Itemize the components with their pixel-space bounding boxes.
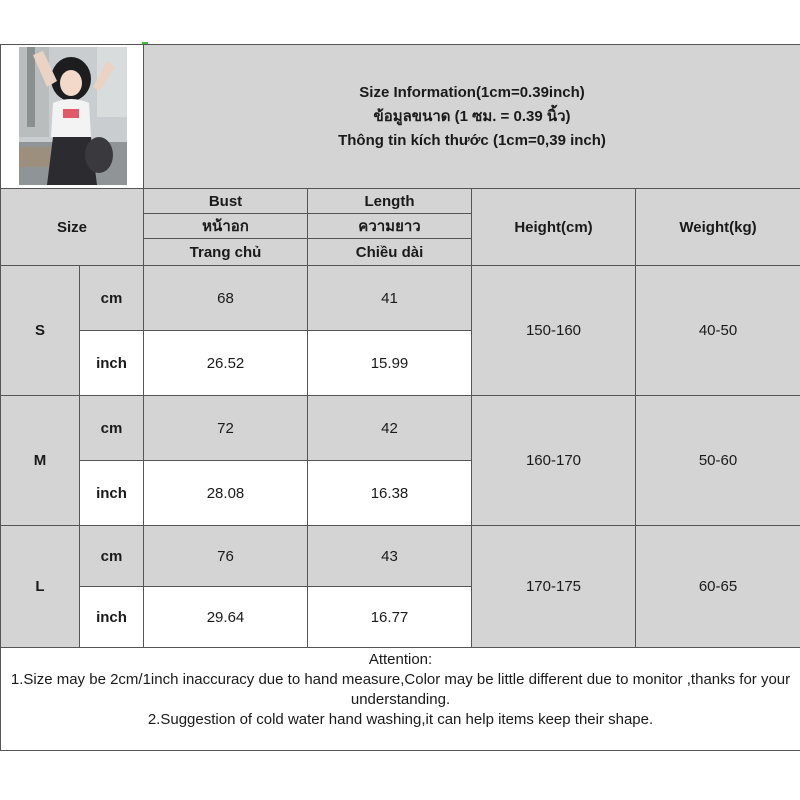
bust-header-th: หน้าอก — [144, 214, 308, 239]
attention-line-2: 2.Suggestion of cold water hand washing,it can help items keep their shape. — [147, 711, 654, 728]
bust-cm-value: 68 — [144, 266, 308, 331]
unit-label: inch — [80, 587, 144, 648]
size-label: S — [1, 266, 80, 396]
length-cm-value: 41 — [308, 266, 472, 331]
weight-header: Weight(kg) — [636, 189, 800, 266]
length-inch-value: 16.38 — [308, 461, 472, 526]
height-value: 170-175 — [472, 526, 636, 648]
attention-line-1: 1.Size may be 2cm/1inch inaccuracy due to hand measure,Color may be little different due to monitor ,thanks for your understanding. — [10, 671, 791, 708]
bust-inch-value: 26.52 — [144, 331, 308, 396]
length-header-vi: Chiều dài — [308, 239, 472, 266]
weight-value: 40-50 — [636, 266, 800, 396]
product-photo-cell — [1, 45, 144, 189]
bust-header-en: Bust — [144, 189, 308, 214]
size-label: L — [1, 526, 80, 648]
height-value: 150-160 — [472, 266, 636, 396]
height-header: Height(cm) — [472, 189, 636, 266]
size-chart — [0, 44, 800, 751]
bust-cm-value: 76 — [144, 526, 308, 587]
bust-inch-value: 28.08 — [144, 461, 308, 526]
size-label: M — [1, 396, 80, 526]
length-header-en: Length — [308, 189, 472, 214]
unit-label: cm — [80, 266, 144, 331]
bust-inch-value: 29.64 — [144, 587, 308, 648]
unit-label: inch — [80, 461, 144, 526]
length-cm-value: 42 — [308, 396, 472, 461]
product-photo — [19, 47, 127, 185]
title-vietnamese: Thông tin kích thước (1cm=0,39 inch) — [338, 131, 606, 149]
bust-header-vi: Trang chủ — [144, 239, 308, 266]
weight-value: 60-65 — [636, 526, 800, 648]
title-english: Size Information(1cm=0.39inch) — [359, 83, 585, 101]
size-header: Size — [1, 189, 144, 266]
attention-title: Attention: — [368, 651, 433, 668]
title-block — [144, 45, 800, 189]
unit-label: cm — [80, 526, 144, 587]
table-row — [1, 396, 800, 461]
attention-note — [1, 648, 800, 751]
unit-label: inch — [80, 331, 144, 396]
height-value: 160-170 — [472, 396, 636, 526]
weight-value: 50-60 — [636, 396, 800, 526]
length-header-th: ความยาว — [308, 214, 472, 239]
bust-cm-value: 72 — [144, 396, 308, 461]
title-thai: ข้อมูลขนาด (1 ซม. = 0.39 นิ้ว) — [373, 107, 571, 125]
length-inch-value: 16.77 — [308, 587, 472, 648]
size-table — [0, 44, 800, 751]
length-inch-value: 15.99 — [308, 331, 472, 396]
table-row — [1, 526, 800, 587]
unit-label: cm — [80, 396, 144, 461]
length-cm-value: 43 — [308, 526, 472, 587]
table-row — [1, 266, 800, 331]
